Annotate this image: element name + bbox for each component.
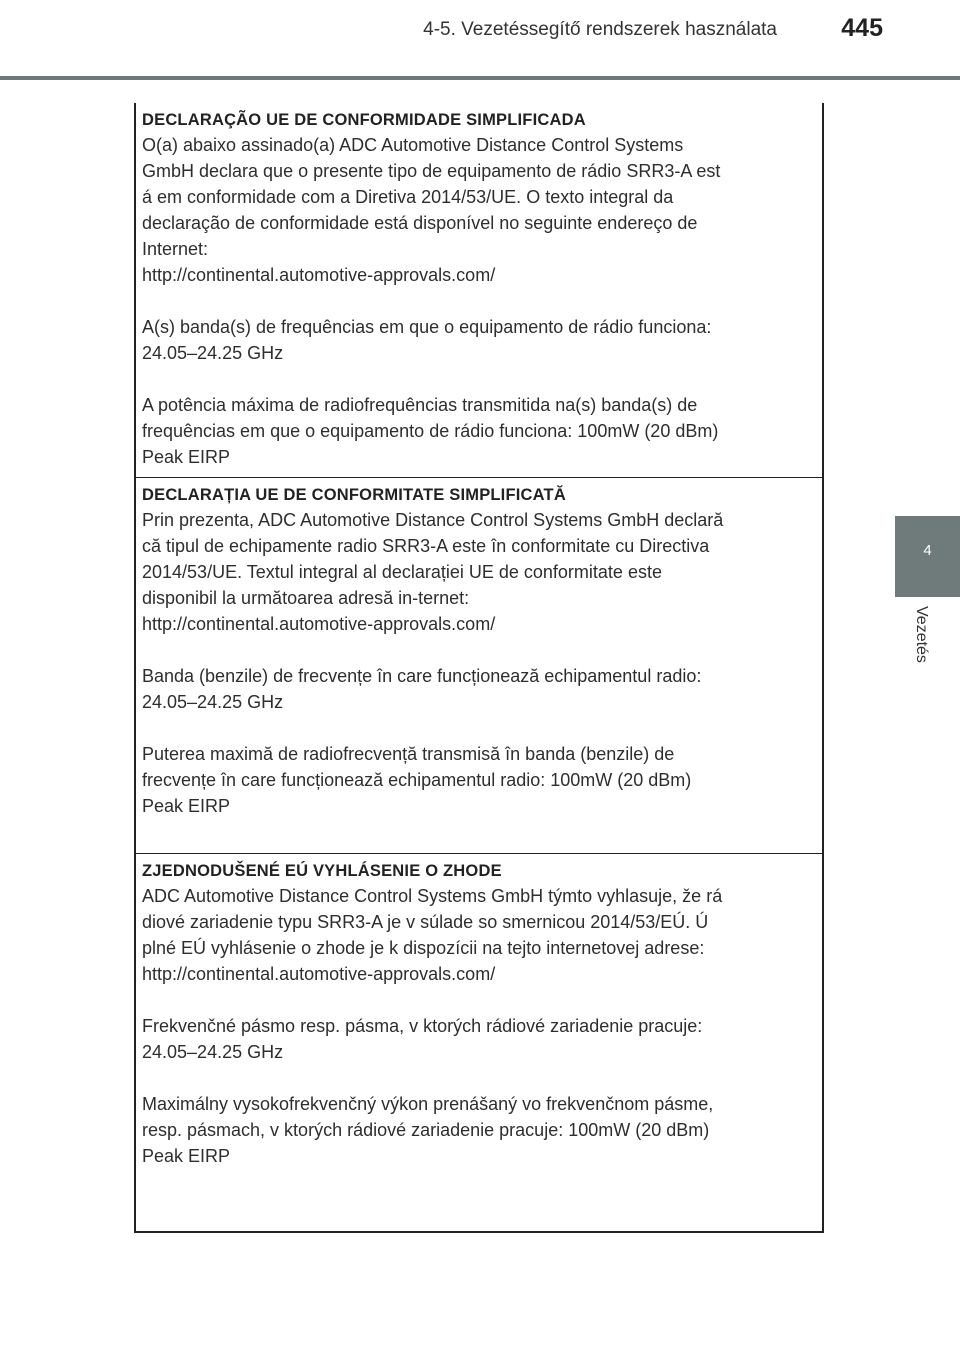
section-heading: ZJEDNODUŠENÉ EÚ VYHLÁSENIE O ZHODE [142,862,502,880]
declaration-slovak [136,854,822,1231]
section-heading: DECLARAÇÃO UE DE CONFORMIDADE SIMPLIFICADA [142,111,586,129]
declaration-portuguese [136,103,822,478]
max-power-text: Puterea maximă de radiofrecvență transmisă în banda (benzile) de frecvențe în care funcționează echipamentul radio: 100mW (20 dBm) Peak EIRP [142,744,692,816]
declaration-text: ADC Automotive Distance Control Systems GmbH týmto vyhlasuje, že rá diové zariadenie typu SRR3-A je v súlade so smernicou 2014/53/EÚ. Ú plné EÚ vyhlásenie o zhode je k dispozícii na tejto internetovej adrese: http://continental.automotive-approvals.com/ [142,886,723,984]
max-power-text: Maximálny vysokofrekvenčný výkon prenášaný vo frekvenčnom pásme, resp. pásmach, v ktorých rádiové zariadenie pracuje: 100mW (20 dBm) Peak EIRP [142,1094,714,1166]
chapter-number: 4 [923,542,932,559]
frequency-band-text: A(s) banda(s) de frequências em que o equipamento de rádio funciona: 24.05–24.25 GHz [142,317,712,363]
header-rule [0,76,960,80]
header-title: 4-5. Vezetéssegítő rendszerek használata [423,19,777,40]
max-power-text: A potência máxima de radiofrequências transmitida na(s) banda(s) de frequências em que o equipamento de rádio funciona: 100mW (20 dBm) Peak EIRP [142,395,719,467]
page-header [0,0,895,80]
frequency-band-text: Frekvenčné pásmo resp. pásma, v ktorých rádiové zariadenie pracuje: 24.05–24.25 GHz [142,1016,703,1062]
declaration-table [134,103,824,1233]
chapter-tab [895,516,960,597]
declaration-romanian [136,478,822,854]
declaration-text: Prin prezenta, ADC Automotive Distance Control Systems GmbH declară că tipul de echipamente radio SRR3-A este în conformitate cu Directiva 2014/53/UE. Textul integral al declarației UE de conformitate este disponibil la următoarea adresă in-ternet: http://continental.automotive-approvals.com/ [142,510,724,634]
declaration-text: O(a) abaixo assinado(a) ADC Automotive Distance Control Systems GmbH declara que o presente tipo de equipamento de rádio SRR3-A est á em conformidade com a Diretiva 2014/53/UE. O texto integral da declaração de conformidade está disponível no seguinte endereço de Internet: http://continental.automotive-approvals.com/ [142,135,721,285]
chapter-label [912,606,932,696]
section-heading: DECLARAȚIA UE DE CONFORMITATE SIMPLIFICATĂ [142,486,566,504]
frequency-band-text: Banda (benzile) de frecvențe în care funcționează echipamentul radio: 24.05–24.25 GHz [142,666,702,712]
chapter-label-text: Vezetés [913,606,930,663]
page-number: 445 [841,14,883,42]
